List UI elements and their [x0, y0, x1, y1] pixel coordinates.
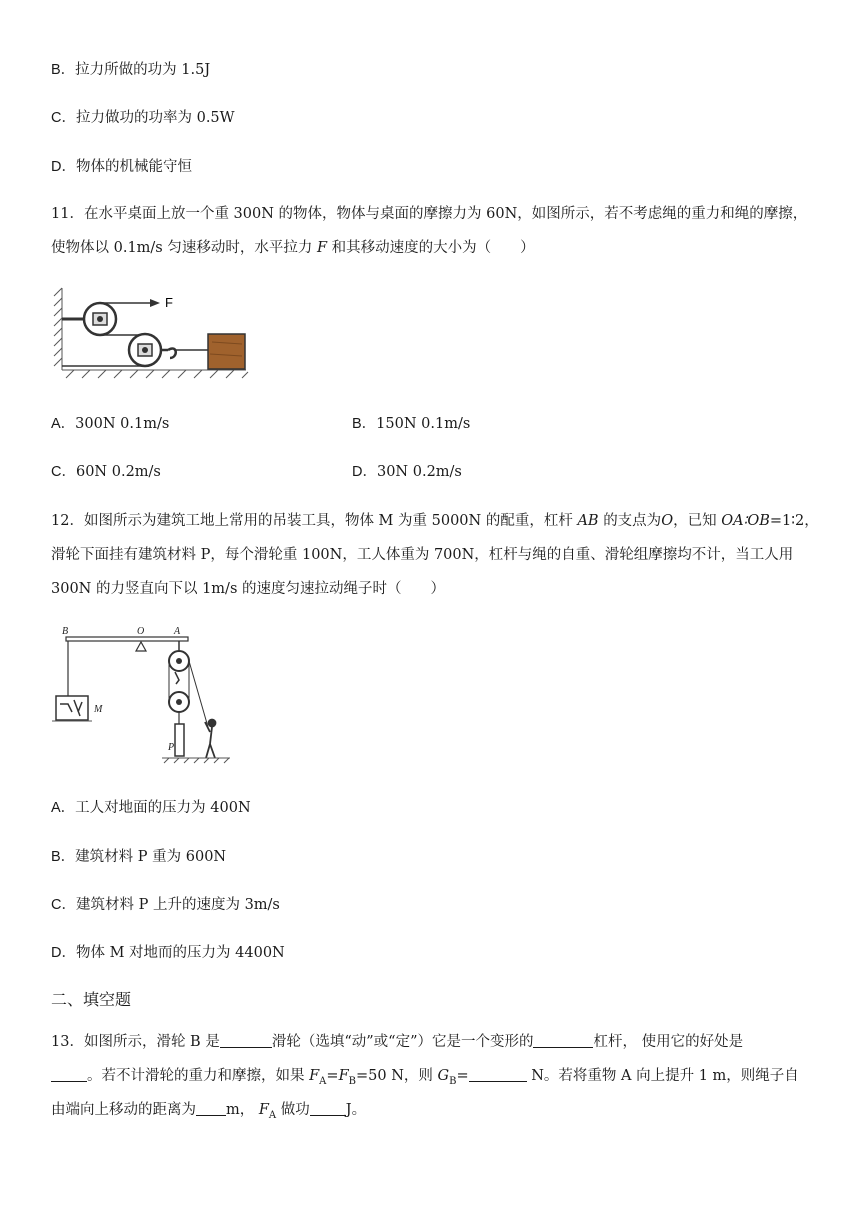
q12-text: 12．如图所示为建筑工地上常用的吊装工具，物体 M 为重 5000N 的配重，杠杆	[51, 513, 573, 529]
q13-var: F	[258, 1102, 269, 1118]
option-text: 150N 0.1m/s	[376, 416, 471, 432]
q12-stem-line1	[51, 511, 819, 531]
option-letter: B．	[51, 849, 76, 865]
worker-icon	[205, 720, 216, 759]
ground-hatch	[162, 758, 230, 763]
q11-pulley-figure	[52, 286, 252, 382]
option-text: 物体 M 对地而的压力为 4400N	[75, 945, 285, 961]
q11-stem-text-end: 和其移动速度的大小为（ ）	[331, 240, 535, 256]
section-title: 二、填空题	[51, 990, 132, 1009]
option-text: 300N 0.1m/s	[75, 416, 170, 432]
q13-sub: B	[449, 1075, 457, 1087]
q13-text: 杠杆， 使用它的好处是	[593, 1034, 744, 1050]
label-p: P	[168, 742, 175, 753]
q13-line1	[51, 1032, 743, 1052]
answer-blank[interactable]	[51, 1066, 87, 1082]
answer-blank[interactable]	[196, 1100, 226, 1116]
answer-blank[interactable]	[310, 1100, 346, 1116]
option-letter: B．	[352, 416, 377, 432]
q12-option-a	[51, 798, 251, 818]
label-a: A	[174, 626, 181, 637]
block-m	[56, 696, 88, 720]
option-letter: A．	[51, 800, 76, 816]
option-text: 建筑材料 P 重为 600N	[75, 849, 227, 865]
option-letter: C．	[51, 897, 76, 913]
q13-text: 13．如图所示，滑轮 B 是	[51, 1034, 220, 1050]
q12-var-o: O	[661, 513, 674, 529]
wooden-block	[208, 334, 245, 369]
q12-text: =1∶2，	[769, 513, 819, 529]
q12-ratio: OA∶OB	[721, 513, 770, 529]
q12-text: 的支点为	[603, 513, 662, 529]
option-text: 建筑材料 P 上升的速度为 3m/s	[75, 897, 280, 913]
option-text: 拉力做功的功率为 0.5W	[75, 110, 235, 126]
q13-text: N。若将重物 A 向上提升 1 m，则绳子自	[526, 1068, 799, 1084]
q13-text: m，	[226, 1102, 255, 1118]
option-text: 工人对地面的压力为 400N	[75, 800, 251, 816]
q10-option-b	[51, 60, 210, 80]
option-letter: C．	[51, 110, 76, 126]
option-text: 拉力所做的功为 1.5J	[75, 62, 211, 78]
label-b: B	[62, 626, 69, 637]
q11-stem-line1: 11．在水平桌面上放一个重 300N 的物体，物体与桌面的摩擦力为 60N，如图所示，若不考虑绳的重力和绳的摩擦，	[51, 206, 808, 222]
q11-var-f: F	[316, 240, 328, 256]
hook	[161, 349, 176, 358]
q13-sub: A	[319, 1075, 327, 1087]
q13-sub: A	[268, 1109, 277, 1121]
option-letter: D．	[51, 159, 76, 175]
q13-line2	[51, 1066, 799, 1092]
q13-text: =50 N，则	[355, 1068, 433, 1084]
label-f: F	[165, 295, 173, 310]
q11-option-a	[51, 414, 169, 434]
label-m: M	[94, 704, 103, 715]
lever-ab	[66, 637, 188, 641]
q11-stem-text: 使物体以 0.1m/s 匀速移动时，水平拉力	[51, 240, 313, 256]
option-text: 30N 0.2m/s	[376, 464, 462, 480]
q13-sub: B	[348, 1075, 356, 1087]
q10-option-c	[51, 108, 235, 128]
option-text: 60N 0.2m/s	[75, 464, 161, 480]
q11-option-d	[352, 462, 462, 482]
option-letter: D．	[51, 945, 76, 961]
option-letter: B．	[51, 62, 76, 78]
q13-var: G	[437, 1068, 450, 1084]
option-letter: C．	[51, 464, 76, 480]
q12-stem-line3: 300N 的力竖直向下以 1m/s 的速度匀速拉动绳子时（ ）	[51, 581, 445, 597]
q12-option-c	[51, 895, 280, 915]
q11-option-b	[352, 414, 470, 434]
material-p	[175, 724, 184, 756]
answer-blank[interactable]	[220, 1032, 272, 1048]
q12-crane-figure	[52, 622, 232, 770]
floor-hatch	[62, 370, 248, 378]
q13-text: =	[326, 1068, 339, 1084]
fulcrum	[136, 642, 146, 651]
option-letter: D．	[352, 464, 377, 480]
q13-text: 。若不计滑轮的重力和摩擦，如果	[87, 1068, 305, 1084]
q13-text: 滑轮（选填“动”或“定”）它是一个变形的	[271, 1034, 534, 1050]
option-letter: A．	[51, 416, 76, 432]
q13-text: 由端向上移动的距离为	[51, 1102, 196, 1118]
answer-blank[interactable]	[469, 1066, 527, 1082]
wall-hatch	[54, 288, 62, 370]
q12-var-ab: AB	[577, 513, 599, 529]
q10-option-d	[51, 157, 192, 177]
q12-stem-line2: 滑轮下面挂有建筑材料 P，每个滑轮重 100N，工人体重为 700N，杠杆与绳的自重、滑轮组摩擦均不计，当工人用	[51, 547, 794, 563]
q11-option-c	[51, 462, 161, 482]
force-arrow	[150, 299, 160, 307]
q12-option-b	[51, 847, 226, 867]
q13-var: F	[309, 1068, 320, 1084]
q13-text: =	[456, 1068, 469, 1084]
q13-line3	[51, 1100, 366, 1126]
q11-stem-line2	[51, 238, 535, 258]
q12-text: ，已知	[673, 513, 717, 529]
q12-option-d	[51, 943, 285, 963]
answer-blank[interactable]	[533, 1032, 593, 1048]
label-o: O	[137, 626, 145, 637]
q13-text: 做功	[276, 1102, 310, 1118]
q13-var: F	[338, 1068, 349, 1084]
option-text: 物体的机械能守恒	[75, 159, 192, 175]
q13-text: J。	[345, 1102, 367, 1118]
